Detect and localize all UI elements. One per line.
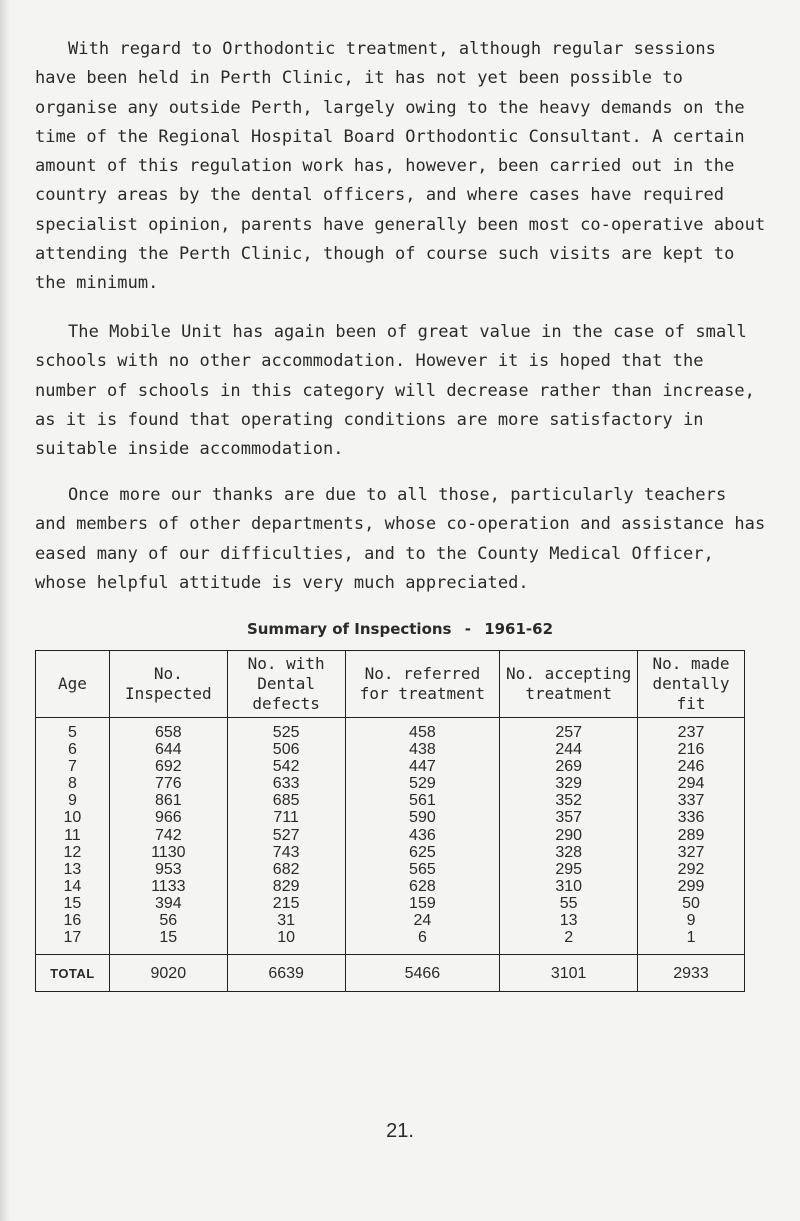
cell-age: 12 [36,844,110,861]
cell-referred: 24 [345,912,500,929]
cell-dentally-fit: 9 [638,912,745,929]
cell-referred: 436 [345,827,500,844]
cell-age: 13 [36,861,110,878]
cell-referred: 561 [345,792,500,809]
cell-referred: 625 [345,844,500,861]
cell-inspected: 953 [109,861,227,878]
paragraph-line: The Mobile Unit has again been of great value in the case of small [68,322,747,342]
table-row [36,844,745,861]
table-title [0,620,800,638]
total-referred: 5466 [345,955,500,992]
cell-age: 5 [36,718,110,742]
cell-dental-defects: 743 [227,844,345,861]
cell-referred: 438 [345,741,500,758]
cell-dentally-fit: 237 [638,718,745,742]
table-row [36,878,745,895]
cell-dental-defects: 685 [227,792,345,809]
paragraph-line: country areas by the dental officers, and where cases have required [35,185,725,206]
table-row [36,809,745,826]
cell-inspected: 861 [109,792,227,809]
cell-dental-defects: 527 [227,827,345,844]
cell-dental-defects: 542 [227,758,345,775]
cell-dentally-fit: 216 [638,741,745,758]
table-total-row [36,955,745,992]
paragraph-line: the minimum. [35,273,159,294]
cell-dental-defects: 31 [227,912,345,929]
cell-dental-defects: 215 [227,895,345,912]
header-age: Age [36,651,110,718]
cell-dental-defects: 10 [227,929,345,955]
cell-referred: 565 [345,861,500,878]
paragraph-line: amount of this regulation work has, however, been carried out in the [35,156,735,177]
cell-inspected: 966 [109,809,227,826]
cell-inspected: 692 [109,758,227,775]
header-dental-defects: No. with Dental defects [227,651,345,718]
paragraph-line: Once more our thanks are due to all those, particularly teachers [68,485,727,505]
table-row [36,718,745,742]
cell-dental-defects: 506 [227,741,345,758]
cell-referred: 628 [345,878,500,895]
cell-accepting: 357 [500,809,638,826]
paragraph-line: organise any outside Perth, largely owing to the heavy demands on the [35,97,745,118]
table-header-row [36,651,745,718]
cell-age: 11 [36,827,110,844]
scan-edge [0,0,10,1221]
header-accepting: No. accepting treatment [500,651,638,718]
cell-dental-defects: 633 [227,775,345,792]
paragraph-line: specialist opinion, parents have generally been most co-operative about [35,214,766,235]
total-dental-defects: 6639 [227,955,345,992]
paragraph-line: schools with no other accommodation. However it is hoped that the [35,351,704,372]
cell-accepting: 295 [500,861,638,878]
cell-accepting: 310 [500,878,638,895]
cell-referred: 529 [345,775,500,792]
paragraph-line: whose helpful attitude is very much appreciated. [35,572,529,593]
table-row [36,929,745,955]
table-row [36,758,745,775]
cell-referred: 6 [345,929,500,955]
header-referred: No. referred for treatment [345,651,500,718]
table-row [36,775,745,792]
cell-referred: 447 [345,758,500,775]
cell-accepting: 328 [500,844,638,861]
paragraph-line: attending the Perth Clinic, though of course such visits are kept to [35,244,735,265]
cell-accepting: 352 [500,792,638,809]
table-row [36,912,745,929]
cell-age: 14 [36,878,110,895]
paragraph-line: and members of other departments, whose co-operation and assistance has [35,514,766,535]
cell-accepting: 257 [500,718,638,742]
header-inspected: No. Inspected [109,651,227,718]
table-row [36,827,745,844]
paragraph-thanks [35,481,775,598]
cell-accepting: 13 [500,912,638,929]
table-title-dash: - [464,620,471,638]
cell-dental-defects: 682 [227,861,345,878]
cell-inspected: 1130 [109,844,227,861]
cell-dentally-fit: 292 [638,861,745,878]
cell-dentally-fit: 50 [638,895,745,912]
table-row [36,792,745,809]
page-number: 21. [386,1120,414,1142]
cell-referred: 458 [345,718,500,742]
cell-inspected: 394 [109,895,227,912]
cell-dentally-fit: 336 [638,809,745,826]
cell-dental-defects: 525 [227,718,345,742]
cell-age: 7 [36,758,110,775]
cell-age: 9 [36,792,110,809]
paragraph-mobile-unit [35,318,775,464]
cell-dentally-fit: 337 [638,792,745,809]
cell-dental-defects: 829 [227,878,345,895]
cell-inspected: 776 [109,775,227,792]
cell-age: 8 [36,775,110,792]
cell-inspected: 15 [109,929,227,955]
cell-dental-defects: 711 [227,809,345,826]
cell-age: 17 [36,929,110,955]
total-accepting: 3101 [500,955,638,992]
inspections-summary-table [35,650,745,992]
cell-age: 10 [36,809,110,826]
paragraph-line: as it is found that operating conditions are more satisfactory in [35,409,704,430]
table-row [36,741,745,758]
cell-inspected: 56 [109,912,227,929]
cell-accepting: 55 [500,895,638,912]
cell-accepting: 269 [500,758,638,775]
paragraph-line: suitable inside accommodation. [35,439,344,460]
paragraph-line: With regard to Orthodontic treatment, although regular sessions [68,39,716,59]
table-row [36,895,745,912]
cell-dentally-fit: 294 [638,775,745,792]
paragraph-line: have been held in Perth Clinic, it has not yet been possible to [35,68,683,89]
cell-age: 6 [36,741,110,758]
paragraph-orthodontic [35,35,775,299]
cell-accepting: 244 [500,741,638,758]
total-inspected: 9020 [109,955,227,992]
cell-inspected: 1133 [109,878,227,895]
cell-referred: 159 [345,895,500,912]
cell-inspected: 658 [109,718,227,742]
total-dentally-fit: 2933 [638,955,745,992]
table-row [36,861,745,878]
cell-referred: 590 [345,809,500,826]
total-age: TOTAL [36,955,110,992]
cell-accepting: 290 [500,827,638,844]
cell-dentally-fit: 1 [638,929,745,955]
cell-dentally-fit: 246 [638,758,745,775]
cell-age: 15 [36,895,110,912]
paragraph-line: time of the Regional Hospital Board Orthodontic Consultant. A certain [35,126,745,147]
paragraph-line: eased many of our difficulties, and to the County Medical Officer, [35,543,714,564]
header-dentally-fit: No. made dentally fit [638,651,745,718]
cell-inspected: 742 [109,827,227,844]
cell-age: 16 [36,912,110,929]
cell-accepting: 329 [500,775,638,792]
paragraph-line: number of schools in this category will decrease rather than increase, [35,380,755,401]
table-title-period: 1961-62 [484,620,554,638]
table-title-text: Summary of Inspections [246,620,452,638]
cell-dentally-fit: 289 [638,827,745,844]
cell-accepting: 2 [500,929,638,955]
cell-dentally-fit: 327 [638,844,745,861]
cell-dentally-fit: 299 [638,878,745,895]
cell-inspected: 644 [109,741,227,758]
